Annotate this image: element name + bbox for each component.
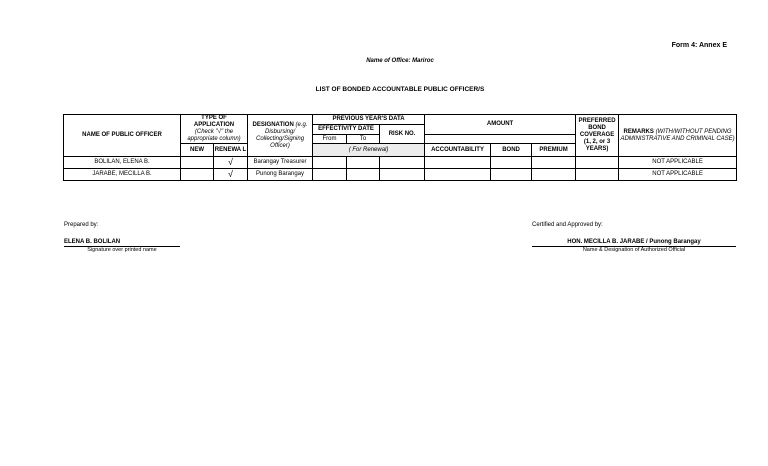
risk-no	[380, 169, 425, 181]
remarks: NOT APPLICABLE	[619, 157, 737, 169]
certified-by-caption: Name & Designation of Authorized Official	[582, 247, 686, 253]
office-name: Name of Office: Mariroc	[366, 58, 434, 64]
table-row	[64, 157, 737, 169]
header-remarks-label: REMARKS	[623, 128, 654, 135]
prepared-by-caption: Signature over printed name	[87, 247, 157, 253]
header-to: To	[347, 135, 380, 144]
header-remarks-note: (WITH/WITHOUT PENDING ADMINISTRATIVE AND CRIMINAL CASE)	[620, 128, 735, 142]
accountability	[425, 157, 491, 169]
header-name-of-officer: NAME OF PUBLIC OFFICER	[64, 115, 181, 157]
header-new: NEW	[181, 144, 214, 157]
bonded-officers-table	[63, 114, 737, 181]
header-premium: PREMIUM	[532, 144, 576, 157]
renewal-check: √	[214, 169, 248, 181]
premium	[532, 157, 576, 169]
from-date	[313, 157, 347, 169]
table-row	[64, 169, 737, 181]
header-risk-no: RISK NO.	[380, 125, 425, 144]
prepared-by-name: ELENA B. BOLILAN	[64, 239, 121, 245]
designation: Barangay Treasurer	[248, 157, 313, 169]
certified-by-name: HON. MECILLA B. JARABE / Punong Barangay	[567, 239, 701, 245]
header-type-of-application	[181, 115, 248, 144]
header-from: From	[313, 135, 347, 144]
preferred-coverage	[576, 169, 619, 181]
remarks: NOT APPLICABLE	[619, 169, 737, 181]
header-effectivity-date: EFFECTIVITY DATE	[313, 125, 380, 135]
preferred-coverage	[576, 157, 619, 169]
header-designation	[248, 115, 313, 157]
header-previous-year-data: PREVIOUS YEAR'S DATA	[313, 115, 425, 125]
form-number: Form 4: Annex E	[671, 42, 727, 49]
designation: Punong Barangay	[248, 169, 313, 181]
renewal-check: √	[214, 157, 248, 169]
header-preferred-bond-coverage: PREFERRED BOND COVERAGE (1, 2, or 3 YEARS)	[576, 115, 619, 157]
bond	[491, 169, 532, 181]
prepared-by-label: Prepared by:	[64, 222, 99, 228]
header-remarks	[619, 115, 737, 157]
document-title: LIST OF BONDED ACCOUNTABLE PUBLIC OFFICER/S	[315, 86, 485, 93]
premium	[532, 169, 576, 181]
header-bond: BOND	[491, 144, 532, 157]
accountability	[425, 169, 491, 181]
risk-no	[380, 157, 425, 169]
header-designation-note: (e.g. Disbursing/ Collecting/Signing Officer)	[256, 121, 308, 149]
from-date	[313, 169, 347, 181]
new-check	[181, 157, 214, 169]
header-designation-label: DESIGNATION	[252, 121, 294, 128]
bond	[491, 157, 532, 169]
officer-name: JARABE, MECILLA B.	[64, 169, 181, 181]
to-date	[347, 157, 380, 169]
header-amount: AMOUNT	[425, 115, 576, 135]
header-for-renewal: ( For Renewal)	[313, 144, 425, 157]
to-date	[347, 169, 380, 181]
new-check	[181, 169, 214, 181]
header-accountability-col: ACCOUNTABILITY	[425, 144, 491, 157]
header-type-note: (Check "√" the appropriate column)	[187, 129, 241, 142]
header-type-label: TYPE OF APPLICATION	[193, 115, 235, 128]
certified-by-label: Certified and Approved by:	[532, 222, 603, 228]
header-renewal: RENEWA L	[214, 144, 248, 157]
officer-name: BOLILAN, ELENA B.	[64, 157, 181, 169]
